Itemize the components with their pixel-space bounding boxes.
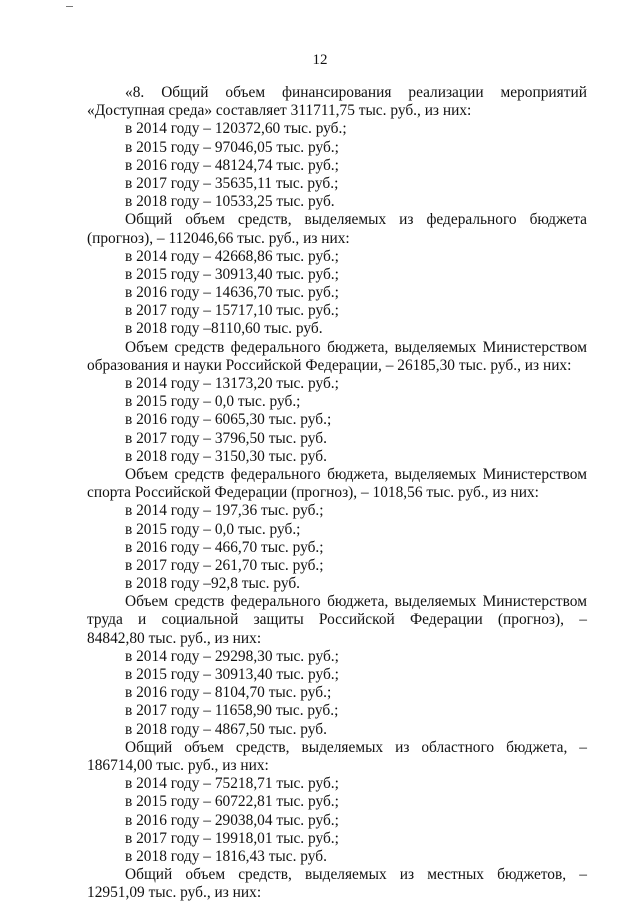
year-funding-item: в 2014 году – 120372,60 тыс. руб.; xyxy=(125,120,347,138)
paragraph xyxy=(87,739,587,866)
text-line: «Доступная среда» составляет 311711,75 тыс. руб., из них: xyxy=(87,102,472,120)
year-funding-item: в 2016 году – 14636,70 тыс. руб.; xyxy=(125,284,339,302)
year-funding-item: в 2016 году – 6065,30 тыс. руб.; xyxy=(125,411,332,429)
word: федерального xyxy=(230,593,321,611)
year-funding-item: в 2018 году –92,8 тыс. руб. xyxy=(125,575,301,593)
year-funding-item: в 2014 году – 42668,86 тыс. руб.; xyxy=(125,247,339,265)
text-line: образования и науки Российской Федерации, – 26185,30 тыс. руб., из них: xyxy=(87,356,572,374)
word: областного xyxy=(421,738,495,756)
year-funding-item: в 2017 году – 35635,11 тыс. руб.; xyxy=(125,174,339,192)
word: – xyxy=(579,866,587,884)
year-funding-item: в 2014 году – 29298,30 тыс. руб.; xyxy=(125,647,339,665)
word: выделяемых xyxy=(394,465,477,483)
word: федерального xyxy=(426,211,517,229)
word: выделяемых xyxy=(301,738,384,756)
word: финансирования xyxy=(282,84,392,101)
word: бюджета, xyxy=(327,338,389,356)
word: труда xyxy=(87,611,123,629)
year-funding-item: в 2016 году – 48124,74 тыс. руб.; xyxy=(125,156,339,174)
justified-line xyxy=(87,466,587,484)
word: объем xyxy=(225,84,266,101)
word: из xyxy=(399,211,414,229)
year-funding-item: в 2018 году – 10533,25 тыс. руб. xyxy=(125,193,335,211)
year-funding-item: в 2017 году – 261,70 тыс. руб.; xyxy=(125,556,324,574)
year-funding-item: в 2015 году – 30913,40 тыс. руб.; xyxy=(125,265,339,283)
word: объем xyxy=(185,866,226,884)
word: социальной xyxy=(161,611,239,629)
word: «8. xyxy=(125,84,145,101)
word: Общий xyxy=(125,866,173,884)
word: – xyxy=(579,611,587,629)
year-funding-item: в 2014 году – 13173,20 тыс. руб.; xyxy=(125,375,339,392)
paragraph xyxy=(87,866,587,902)
word: средств, xyxy=(238,866,292,884)
word: бюджета xyxy=(529,211,587,229)
year-funding-item: в 2017 году – 11658,90 тыс. руб.; xyxy=(125,702,339,720)
word: бюджета, xyxy=(327,593,389,611)
year-funding-item: в 2017 году – 15717,10 тыс. руб.; xyxy=(125,302,339,320)
text-line: (прогноз), – 112046,66 тыс. руб., из них: xyxy=(87,229,350,247)
word: бюджета, xyxy=(327,465,389,483)
word: Объем xyxy=(125,593,169,611)
word: и xyxy=(138,611,147,629)
text-line: спорта Российской Федерации (прогноз), – 1018,56 тыс. руб., из них: xyxy=(87,484,539,502)
justified-line xyxy=(87,739,587,757)
paragraph xyxy=(87,466,587,593)
word: Общий xyxy=(125,738,173,756)
word: Министерством xyxy=(482,593,587,611)
justified-line xyxy=(87,593,587,611)
paragraph xyxy=(87,211,587,338)
word: бюджета, xyxy=(506,738,568,756)
word: Общий xyxy=(125,211,173,229)
word: Министерством xyxy=(482,338,587,356)
justified-line xyxy=(87,211,587,229)
word: средств, xyxy=(235,738,290,756)
paragraph xyxy=(87,84,587,211)
word: средств xyxy=(174,465,225,483)
word: выделяемых xyxy=(394,593,477,611)
year-funding-item: в 2016 году – 8104,70 тыс. руб.; xyxy=(125,684,332,702)
word: средств xyxy=(174,338,225,356)
word: Российской xyxy=(318,611,395,629)
year-funding-item: в 2015 году – 0,0 тыс. руб.; xyxy=(125,393,301,411)
year-funding-item: в 2018 году – 3150,30 тыс. руб. xyxy=(125,447,327,465)
year-funding-item: в 2014 году – 197,36 тыс. руб.; xyxy=(125,502,324,520)
word: федерального xyxy=(230,338,321,356)
year-funding-item: в 2014 году – 75218,71 тыс. руб.; xyxy=(125,775,339,793)
word: мероприятий xyxy=(500,84,587,101)
word: объем xyxy=(185,211,225,229)
year-funding-item: в 2017 году – 3796,50 тыс. руб. xyxy=(125,429,327,447)
corner-mark xyxy=(66,6,73,7)
word: Объем xyxy=(125,465,169,483)
year-funding-item: в 2018 году –8110,60 тыс. руб. xyxy=(125,320,323,338)
word: из xyxy=(395,738,410,756)
year-funding-item: в 2016 году – 29038,04 тыс. руб.; xyxy=(125,811,339,829)
word: Министерством xyxy=(482,465,587,483)
page-number: 12 xyxy=(312,52,328,68)
text-line: 186714,00 тыс. руб., из них: xyxy=(87,756,269,774)
year-funding-item: в 2015 году – 60722,81 тыс. руб.; xyxy=(125,793,339,811)
year-funding-item: в 2015 году – 97046,05 тыс. руб.; xyxy=(125,138,339,156)
year-funding-item: в 2018 году – 4867,50 тыс. руб. xyxy=(125,720,327,738)
justified-line xyxy=(87,84,587,102)
justified-line xyxy=(87,866,587,884)
year-funding-item: в 2017 году – 19918,01 тыс. руб.; xyxy=(125,829,339,847)
word: выделяемых xyxy=(304,211,387,229)
year-funding-item: в 2018 году – 1816,43 тыс. руб. xyxy=(125,847,327,865)
document-body xyxy=(87,84,587,902)
word: Объем xyxy=(125,338,169,356)
word: средств, xyxy=(237,211,292,229)
year-funding-item: в 2015 году – 30913,40 тыс. руб.; xyxy=(125,666,339,683)
word: выделяемых xyxy=(305,866,387,884)
year-funding-item: в 2015 году – 0,0 тыс. руб.; xyxy=(125,520,301,538)
word: реализации xyxy=(408,84,484,101)
word: (прогноз), xyxy=(497,611,564,629)
text-line: 84842,80 тыс. руб., из них: xyxy=(87,629,262,647)
word: – xyxy=(579,738,587,756)
justified-line xyxy=(87,339,587,357)
word: местных xyxy=(427,866,485,884)
year-funding-item: в 2016 году – 466,70 тыс. руб.; xyxy=(125,538,324,556)
word: из xyxy=(399,866,415,884)
word: федерального xyxy=(230,465,321,483)
paragraph xyxy=(87,593,587,739)
justified-line xyxy=(87,611,587,629)
word: бюджетов, xyxy=(497,866,567,884)
word: выделяемых xyxy=(394,338,477,356)
paragraph xyxy=(87,339,587,466)
word: защиты xyxy=(253,611,304,629)
word: средств xyxy=(174,593,225,611)
word: Федерации xyxy=(410,611,483,629)
word: объем xyxy=(184,738,224,756)
text-line: 12951,09 тыс. руб., из них: xyxy=(87,884,262,902)
word: Общий xyxy=(161,84,209,101)
